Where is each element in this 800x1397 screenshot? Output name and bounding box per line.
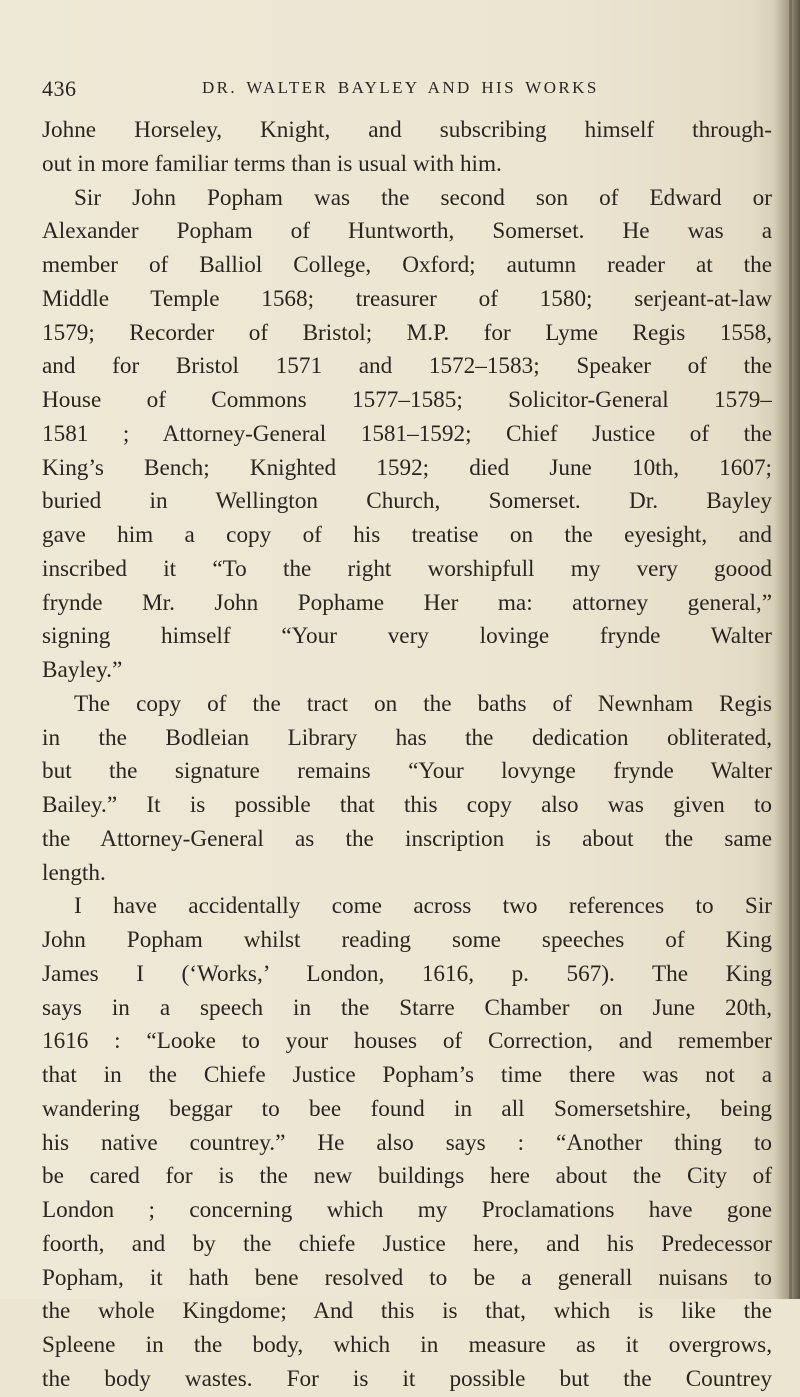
- body-text: [42, 114, 772, 1397]
- text-line: frynde Mr. John Pophame Her ma: attorney general,”: [42, 589, 772, 616]
- text-line: wandering beggar to bee found in all Somersetshire, being: [42, 1095, 772, 1122]
- text-line: in the Bodleian Library has the dedication obliterated,: [42, 724, 772, 751]
- text-line: out in more familiar terms than is usual with him.: [42, 150, 502, 177]
- text-line: Sir John Popham was the second son of Edward or: [74, 184, 772, 211]
- text-line: be cared for is the new buildings here about the City of: [42, 1163, 772, 1190]
- text-line: Bailey.” It is possible that this copy also was given to: [42, 792, 772, 818]
- text-line: House of Commons 1577–1585; Solicitor-General 1579–: [42, 387, 772, 413]
- text-line: the Attorney-General as the inscription is about the same: [42, 825, 772, 852]
- text-line: his native countrey.” He also says : “Another thing to: [42, 1129, 772, 1156]
- text-line: signing himself “Your very lovinge frynde Walter: [42, 623, 772, 650]
- text-line: the whole Kingdome; And this is that, which is like the: [42, 1298, 772, 1325]
- running-head: DR. WALTER BAYLEY AND HIS WORKS: [202, 78, 599, 97]
- text-line: says in a speech in the Starre Chamber on June 20th,: [42, 994, 772, 1021]
- text-line: buried in Wellington Church, Somerset. Dr. Bayley: [42, 488, 772, 515]
- text-line: and for Bristol 1571 and 1572–1583; Speaker of the: [42, 353, 772, 380]
- text-line: Middle Temple 1568; treasurer of 1580; serjeant-at-law: [42, 285, 772, 312]
- page-edge-shadow: [774, 0, 800, 1299]
- text-line: gave him a copy of his treatise on the eyesight, and: [42, 522, 772, 548]
- text-line: Spleene in the body, which in measure as it overgrows,: [42, 1332, 772, 1358]
- text-line: 1579; Recorder of Bristol; M.P. for Lyme Regis 1558,: [42, 319, 772, 346]
- text-line: inscribed it “To the right worshipfull my very goood: [42, 555, 772, 582]
- page-number: 436: [42, 76, 77, 101]
- text-line: Alexander Popham of Huntworth, Somerset. He was a: [42, 218, 772, 245]
- text-line: member of Balliol College, Oxford; autumn reader at the: [42, 252, 772, 278]
- text-line: James I (‘Works,’ London, 1616, p. 567). The King: [42, 960, 772, 987]
- text-line: that in the Chiefe Justice Popham’s time there was not a: [42, 1062, 772, 1088]
- text-line: John Popham whilst reading some speeches of King: [42, 927, 772, 953]
- text-line: 1581 ; Attorney-General 1581–1592; Chief Justice of the: [42, 420, 772, 447]
- text-line: length.: [42, 859, 106, 886]
- text-line: London ; concerning which my Proclamations have gone: [42, 1197, 772, 1223]
- text-line: I have accidentally come across two references to Sir: [74, 893, 772, 920]
- page-edge-line: [789, 0, 792, 1299]
- text-line: Popham, it hath bene resolved to be a generall nuisans to: [42, 1264, 772, 1291]
- text-line: the body wastes. For is it possible but the Countrey: [42, 1365, 772, 1392]
- text-line: 1616 : “Looke to your houses of Correction, and remember: [42, 1028, 772, 1055]
- text-line: but the signature remains “Your lovynge frynde Walter: [42, 758, 772, 785]
- page-header: [42, 76, 762, 106]
- text-line: King’s Bench; Knighted 1592; died June 10th, 1607;: [42, 454, 772, 481]
- text-line: The copy of the tract on the baths of Newnham Regis: [74, 690, 772, 717]
- text-line: Bayley.”: [42, 657, 123, 683]
- text-line: foorth, and by the chiefe Justice here, and his Predecessor: [42, 1230, 772, 1257]
- text-line: Johne Horseley, Knight, and subscribing himself through-: [42, 117, 772, 143]
